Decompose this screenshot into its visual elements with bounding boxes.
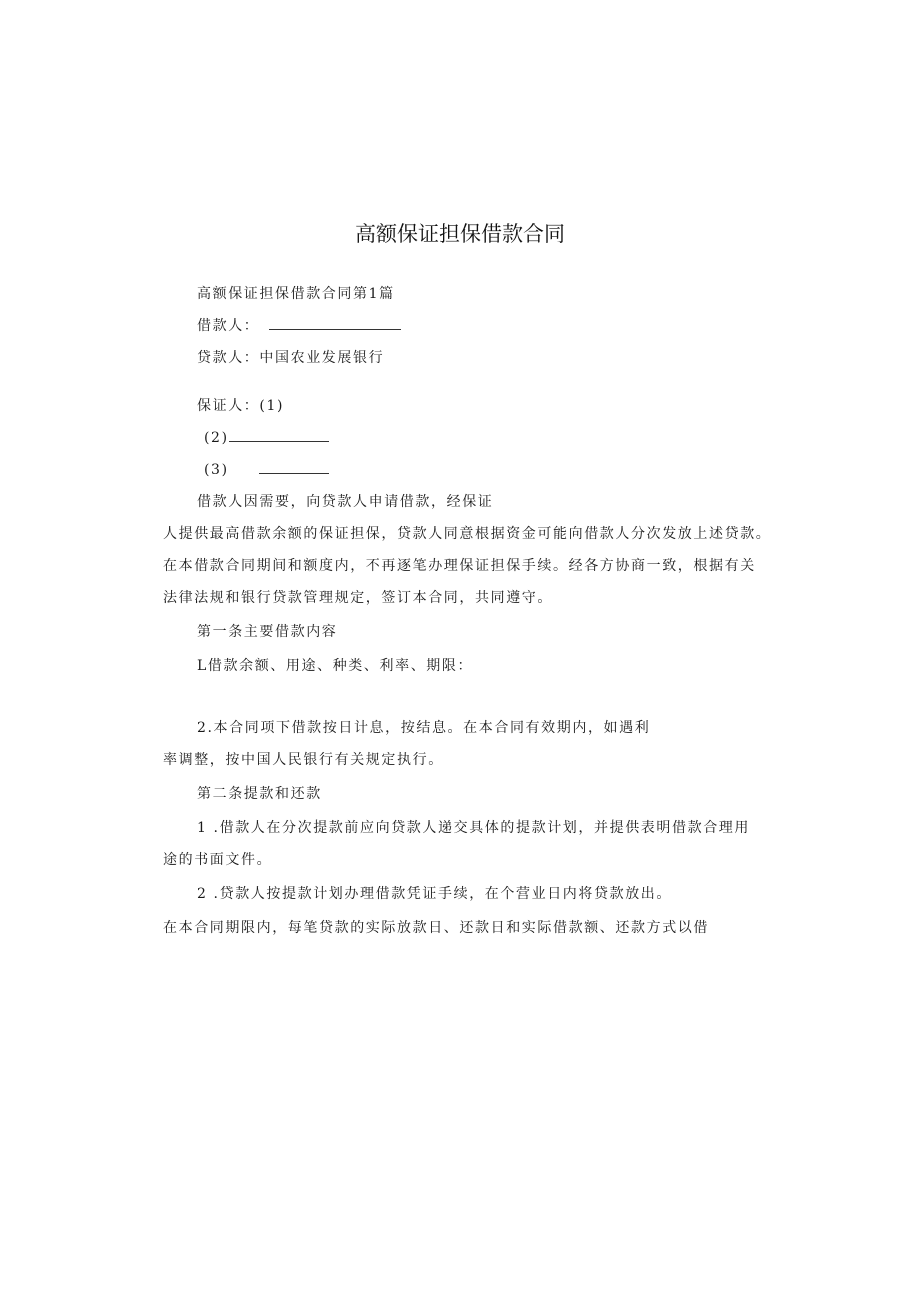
article-1-item-2-line-1: 2.本合同项下借款按日计息，按结息。在本合同有效期内，如遇利 <box>197 720 651 736</box>
guarantor-line-2 <box>204 428 329 448</box>
preamble-line-4: 法律法规和银行贷款管理规定，签订本合同，共同遵守。 <box>163 590 553 606</box>
borrower-label: 借款人： <box>197 318 260 334</box>
article-2-item-3-line-1: 在本合同期限内，每笔贷款的实际放款日、还款日和实际借款额、还款方式以借 <box>163 920 709 936</box>
guarantor-3-blank <box>259 461 329 474</box>
borrower-blank <box>269 317 401 330</box>
section-heading-part-1: 高额保证担保借款合同第1篇 <box>197 286 395 302</box>
article-2-item-1-line-2: 途的书面文件。 <box>163 852 273 868</box>
guarantor-2-label: (2) <box>204 430 229 446</box>
document-title: 高额保证担保借款合同 <box>355 222 565 246</box>
article-2-item-1-line-1: 1 .借款人在分次提款前应向贷款人递交具体的提款计划，并提供表明借款合理用 <box>197 820 751 836</box>
preamble-line-3: 在本借款合同期间和额度内，不再逐笔办理保证担保手续。经各方协商一致，根据有关 <box>163 558 756 574</box>
preamble-line-2: 人提供最高借款余额的保证担保，贷款人同意根据资金可能向借款人分次发放上述贷款。 <box>163 526 772 542</box>
article-1-heading: 第一条主要借款内容 <box>197 624 338 640</box>
article-1-item-2-line-2: 率调整，按中国人民银行有关规定执行。 <box>163 752 444 768</box>
guarantor-line-3 <box>204 460 329 480</box>
article-1-item-1: L借款余额、用途、种类、利率、期限： <box>197 658 474 674</box>
guarantor-3-label: (3) <box>204 462 229 478</box>
lender-line: 贷款人：中国农业发展银行 <box>197 350 385 366</box>
article-2-heading: 第二条提款和还款 <box>197 786 322 802</box>
guarantor-line-1: 保证人：(1) <box>197 398 285 414</box>
guarantor-2-blank <box>229 429 329 442</box>
borrower-line <box>197 316 401 336</box>
preamble-line-1: 借款人因需要，向贷款人申请借款，经保证 <box>197 494 494 510</box>
article-2-item-2: 2 .贷款人按提款计划办理借款凭证手续，在个营业日内将贷款放出。 <box>197 886 673 902</box>
